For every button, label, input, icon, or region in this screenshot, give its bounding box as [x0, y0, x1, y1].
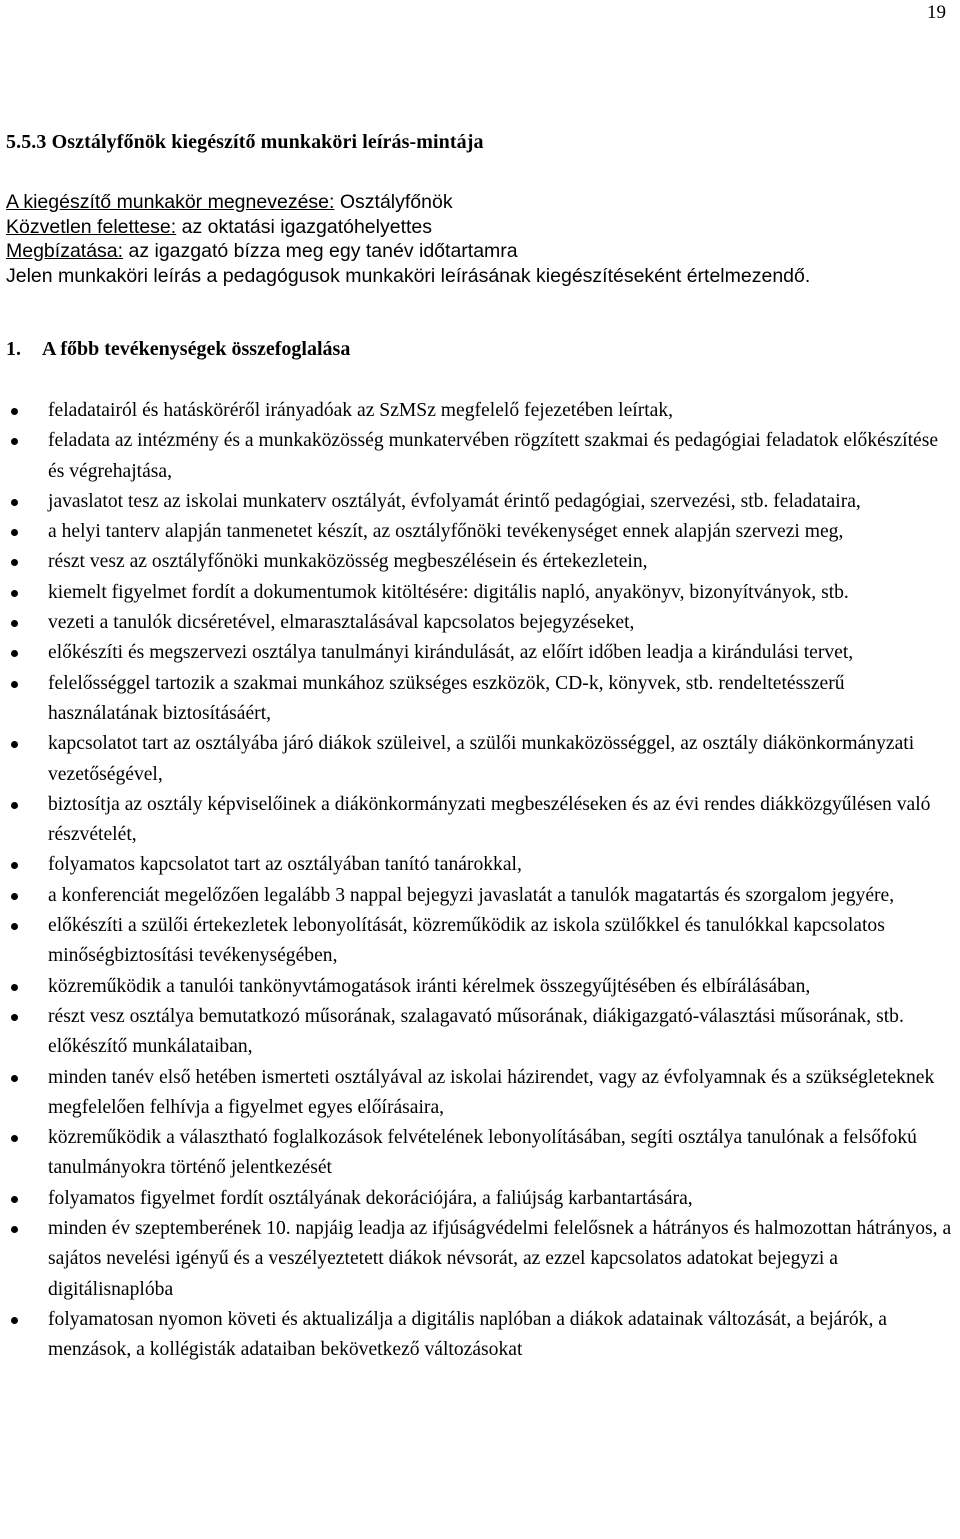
list-item	[0, 669, 960, 730]
list-item-text: részt vesz az osztályfőnöki munkaközösség megbeszélésein és értekezletein,	[48, 551, 648, 573]
appointment-line	[6, 239, 810, 264]
list-item	[0, 608, 960, 638]
bullet-icon	[11, 681, 18, 688]
list-item	[0, 1184, 960, 1214]
list-item	[0, 487, 960, 517]
list-item	[0, 1063, 960, 1124]
list-item	[0, 1305, 960, 1366]
list-item-text: folyamatosan nyomon követi és aktualizálja a digitális naplóban a diákok adatainak változását, a bejárók, a menzások, a kollégisták adataiban bekövetkező változásokat	[48, 1308, 887, 1361]
job-title-label: A kiegészítő munkakör megnevezése:	[6, 191, 335, 213]
bullet-icon	[11, 1135, 18, 1142]
bullet-icon	[11, 741, 18, 748]
appointment-label: Megbízatása:	[6, 240, 124, 263]
list-item-text: a konferenciát megelőzően legalább 3 nappal bejegyzi javaslatát a tanulók magatartás és szorgalom jegyére,	[48, 884, 895, 906]
bullet-icon	[11, 1075, 18, 1082]
list-item	[0, 729, 960, 790]
list-item-text: minden év szeptemberének 10. napjáig leadja az ifjúságvédelmi felelősnek a hátrányos és halmozottan hátrányos, a sajátos nevelési igényű és a veszélyeztetett diákok névsorát, az ezzel kapcsolatos adatokat bejegyzi a digitálisnaplóba	[48, 1218, 952, 1300]
bullet-icon	[11, 923, 18, 930]
list-item	[0, 547, 960, 577]
list-item	[0, 1123, 960, 1184]
subsection-number: 1.	[6, 338, 21, 360]
list-item-text: biztosítja az osztály képviselőinek a diákönkormányzati megbeszéléseken és az évi rendes diákközgyűlésen való részvételét,	[48, 793, 931, 846]
list-item-text: a helyi tanterv alapján tanmenetet készít, az osztályfőnöki tevékenységet ennek alapján szervezi meg,	[48, 521, 844, 543]
bullet-icon	[11, 408, 18, 415]
bullet-icon	[11, 499, 18, 506]
bullet-icon	[11, 802, 18, 809]
list-item	[0, 638, 960, 668]
supervisor-label: Közvetlen felettese:	[6, 215, 177, 238]
list-item-text: előkészíti és megszervezi osztálya tanulmányi kirándulását, az előírt időben leadja a kirándulási tervet,	[48, 642, 854, 664]
bullet-icon	[11, 559, 18, 566]
list-item-text: felelősséggel tartozik a szakmai munkához szükséges eszközök, CD-k, könyvek, stb. rendeltetésszerű használatának biztosításáért,	[48, 672, 845, 724]
list-item-text: javaslatot tesz az iskolai munkaterv osztályát, évfolyamát érintő pedagógiai, szervezési, stb. feladataira,	[48, 490, 861, 512]
interpretation-note-text: Jelen munkaköri leírás a pedagógusok munkaköri leírásának kiegészítéseként értelmezendő.	[6, 264, 811, 287]
list-item	[0, 790, 960, 851]
job-meta-block	[6, 190, 810, 288]
bullet-icon	[11, 650, 18, 657]
job-title-line	[6, 190, 810, 215]
subsection-title: A főbb tevékenységek összefoglalása	[42, 338, 351, 360]
bullet-icon	[11, 984, 18, 991]
bullet-icon	[11, 620, 18, 627]
list-item	[0, 911, 960, 972]
bullet-icon	[11, 1226, 18, 1233]
page-number: 19	[927, 2, 946, 23]
interpretation-note	[6, 264, 810, 289]
list-item-text: kiemelt figyelmet fordít a dokumentumok kitöltésére: digitális napló, anyakönyv, bizonyítványok, stb.	[48, 581, 849, 603]
list-item	[0, 881, 960, 911]
section-heading: 5.5.3 Osztályfőnök kiegészítő munkaköri leírás-mintája	[6, 131, 484, 153]
bullet-icon	[11, 1014, 18, 1021]
list-item	[0, 396, 960, 426]
bullet-icon	[11, 590, 18, 597]
list-item-text: közreműködik a tanulói tankönyvtámogatások iránti kérelmek összegyűjtésében és elbírálásában,	[48, 975, 811, 997]
list-item-text: kapcsolatot tart az osztályába járó diákok szüleivel, a szülői munkaközösséggel, az osztály diákönkormányzati vezetőségével,	[48, 733, 915, 785]
bullet-icon	[11, 529, 18, 536]
bullet-icon	[11, 893, 18, 900]
list-item-text: feladatairól és hatásköréről irányadóak az SzMSz megfelelő fejezetében leírtak,	[48, 400, 674, 421]
list-item-text: részt vesz osztálya bemutatkozó műsorának, szalagavató műsorának, diákigazgató-választási műsorának, stb. előkészítő munkálataiban,	[48, 1005, 904, 1058]
list-item-text: közreműködik a választható foglalkozások felvételének lebonyolításában, segíti osztálya tanulónak a felsőfokú tanulmányokra történő jelentkezését	[48, 1127, 917, 1179]
bullet-icon	[11, 1196, 18, 1203]
job-title-value: Osztályfőnök	[334, 191, 453, 213]
bullet-icon	[11, 438, 18, 445]
duty-list	[0, 396, 960, 1366]
list-item	[0, 1002, 960, 1063]
list-item	[0, 517, 960, 547]
supervisor-line	[6, 215, 810, 240]
list-item	[0, 578, 960, 608]
supervisor-value: az oktatási igazgatóhelyettes	[176, 215, 433, 238]
list-item	[0, 972, 960, 1002]
list-item-text: folyamatos kapcsolatot tart az osztályában tanító tanárokkal,	[48, 854, 522, 876]
list-item	[0, 850, 960, 880]
appointment-value: az igazgató bízza meg egy tanév időtartamra	[123, 240, 518, 263]
list-item-text: előkészíti a szülői értekezletek lebonyolítását, közreműködik az iskola szülőkkel és tanulókkal kapcsolatos minőségbiztosítási tevékenységében,	[48, 915, 885, 967]
list-item-text: folyamatos figyelmet fordít osztályának dekorációjára, a faliújság karbantartására,	[48, 1187, 693, 1209]
list-item-text: feladata az intézmény és a munkaközösség munkatervében rögzített szakmai és pedagógiai feladatok előkészítése és végrehajtása,	[48, 430, 939, 482]
bullet-icon	[11, 862, 18, 869]
list-item	[0, 426, 960, 487]
subsection-heading	[6, 338, 350, 361]
list-item-text: vezeti a tanulók dicséretével, elmarasztalásával kapcsolatos bejegyzéseket,	[48, 612, 635, 634]
bullet-icon	[11, 1317, 18, 1324]
list-item	[0, 1214, 960, 1305]
list-item-text: minden tanév első hetében ismerteti osztályával az iskolai házirendet, vagy az évfolyamnak és a szükségleteknek megfelelően felhívja a figyelmet egyes előírásaira,	[48, 1066, 935, 1118]
